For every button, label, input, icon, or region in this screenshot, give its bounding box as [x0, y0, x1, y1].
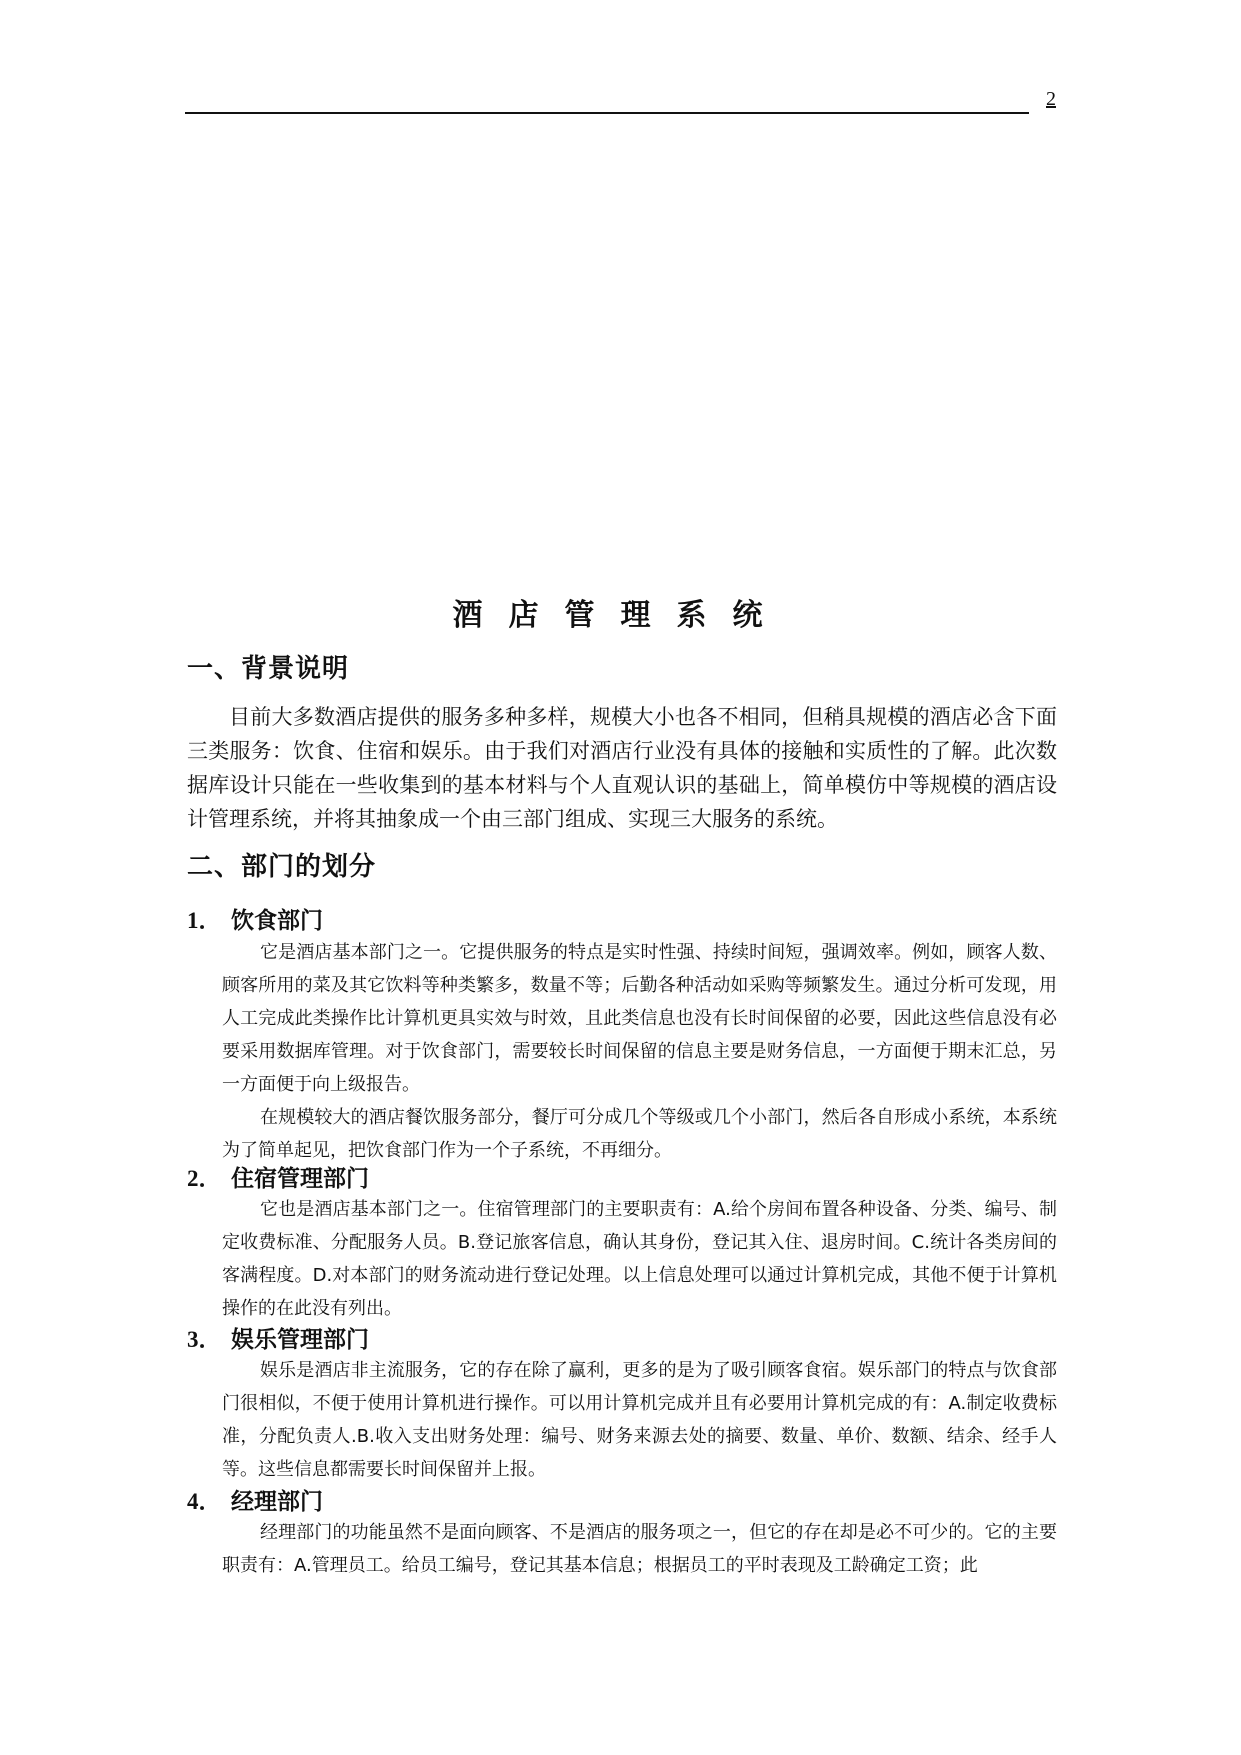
page-number: 2	[1046, 88, 1056, 110]
dept-title: 经理部门	[231, 1489, 323, 1515]
dept-heading-manager	[187, 1483, 323, 1516]
dept-title: 娱乐管理部门	[231, 1327, 369, 1353]
dept-heading-entertainment	[187, 1321, 369, 1354]
header-rule	[185, 112, 1029, 114]
section-heading-departments: 二、部门的划分	[187, 852, 377, 882]
dept-number: 4．	[187, 1489, 222, 1514]
manager-paragraph: 经理部门的功能虽然不是面向顾客、不是酒店的服务项之一，但它的存在却是必不可少的。它的主要职责有：A.管理员工。给员工编号，登记其基本信息；根据员工的平时表现及工龄确定工资；此	[222, 1522, 1057, 1576]
document-title: 酒店管理系统	[452, 598, 789, 633]
dept-number: 1．	[187, 908, 222, 933]
dept-title: 饮食部门	[231, 908, 323, 934]
dept-heading-lodging	[187, 1160, 369, 1193]
catering-paragraph-2: 在规模较大的酒店餐饮服务部分，餐厅可分成几个等级或几个小部门，然后各自形成小系统，本系统为了简单起见，把饮食部门作为一个子系统，不再细分。	[222, 1107, 1057, 1161]
dept-title: 住宿管理部门	[231, 1166, 369, 1192]
catering-paragraph-1: 它是酒店基本部门之一。它提供服务的特点是实时性强、持续时间短，强调效率。例如，顾客人数、顾客所用的菜及其它饮料等种类繁多，数量不等；后勤各种活动如采购等频繁发生。通过分析可发现，用人工完成此类操作比计算机更具实效与时效，且此类信息也没有长时间保留的必要，因此这些信息没有必要采用数据库管理。对于饮食部门，需要较长时间保留的信息主要是财务信息，一方面便于期末汇总，另一方面便于向上级报告。	[222, 942, 1057, 1095]
background-paragraph: 目前大多数酒店提供的服务多种多样，规模大小也各不相同，但稍具规模的酒店必含下面三类服务：饮食、住宿和娱乐。由于我们对酒店行业没有具体的接触和实质性的了解。此次数据库设计只能在一些收集到的基本材料与个人直观认识的基础上，简单模仿中等规模的酒店设计管理系统，并将其抽象成一个由三部门组成、实现三大服务的系统。	[187, 705, 1057, 831]
dept-number: 2．	[187, 1166, 222, 1191]
dept-heading-catering	[187, 902, 323, 935]
section-heading-background: 一、背景说明	[187, 654, 350, 684]
entertainment-paragraph: 娱乐是酒店非主流服务，它的存在除了赢利，更多的是为了吸引顾客食宿。娱乐部门的特点与饮食部门很相似，不便于使用计算机进行操作。可以用计算机完成并且有必要用计算机完成的有：A.制定收费标准，分配负责人.B.收入支出财务处理：编号、财务来源去处的摘要、数量、单价、数额、结余、经手人等。这些信息都需要长时间保留并上报。	[222, 1360, 1057, 1480]
dept-number: 3．	[187, 1327, 222, 1352]
lodging-paragraph: 它也是酒店基本部门之一。住宿管理部门的主要职责有：A.给个房间布置各种设备、分类、编号、制定收费标准、分配服务人员。B.登记旅客信息，确认其身份，登记其入住、退房时间。C.统计各类房间的客满程度。D.对本部门的财务流动进行登记处理。以上信息处理可以通过计算机完成，其他不便于计算机操作的在此没有列出。	[222, 1199, 1057, 1319]
